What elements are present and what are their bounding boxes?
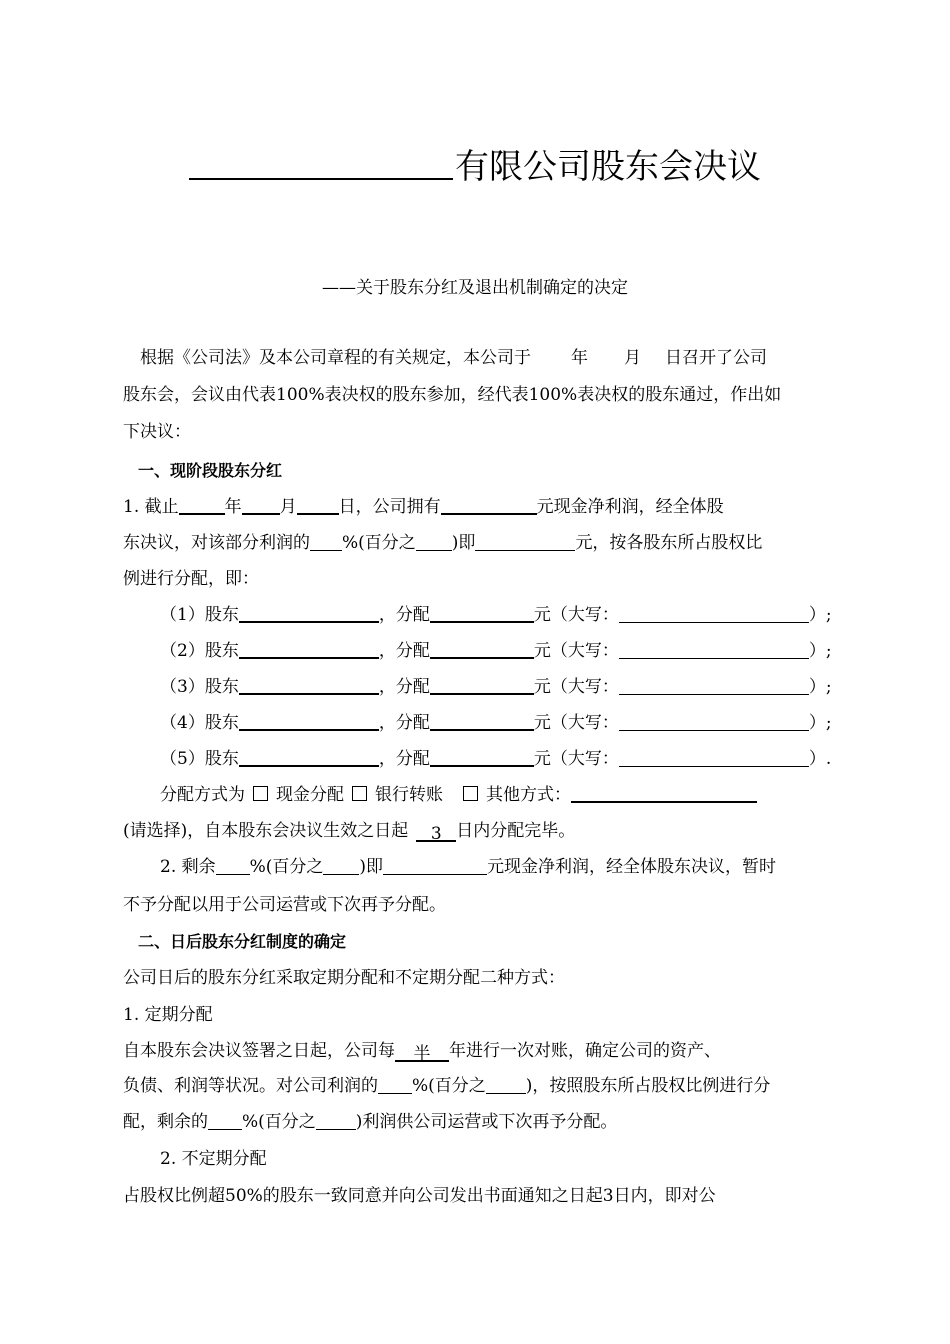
percent-close: )即	[451, 533, 476, 553]
capital-amount-blank[interactable]	[619, 674, 809, 695]
shareholder-label: （5）股东	[160, 749, 239, 769]
section1-item1-line2	[123, 529, 762, 557]
shareholder-row	[160, 637, 832, 665]
intro-line-1	[140, 344, 767, 372]
remaining-percent-blank[interactable]	[216, 854, 250, 875]
percent-label: %(百分之	[249, 857, 324, 877]
capital-amount-blank[interactable]	[619, 746, 809, 767]
percent-words-blank[interactable]	[486, 1073, 526, 1094]
day-blank[interactable]	[297, 493, 339, 515]
distribution-method-line	[160, 781, 757, 809]
shareholder-name-blank[interactable]	[239, 637, 379, 659]
capital-amount-blank[interactable]	[619, 602, 809, 623]
select-note: (请选择)，自本股东会决议生效之日起	[123, 821, 409, 841]
other-method-checkbox[interactable]	[463, 786, 478, 801]
cash-checkbox[interactable]	[253, 786, 268, 801]
intro-line-2: 股东会，会议由代表100%表决权的股东参加，经代表100%表决权的股东通过，作出如	[123, 385, 782, 405]
section2-heading: 二、日后股东分红制度的确定	[138, 932, 347, 951]
alloc-amount-blank[interactable]	[430, 637, 534, 659]
percent-words-blank[interactable]	[416, 530, 452, 551]
select-note-line	[123, 817, 575, 845]
yuan-label: 元（大写：	[533, 605, 619, 625]
shareholder-name-blank[interactable]	[239, 745, 379, 767]
row-end: ）.	[808, 749, 832, 769]
month-label: 月	[624, 348, 641, 368]
section1-heading: 一、现阶段股东分红	[138, 461, 283, 480]
alloc-amount-blank[interactable]	[430, 601, 534, 623]
alloc-label: ，分配	[378, 605, 430, 625]
item1-label: 1. 截止	[123, 497, 179, 517]
method-label: 分配方式为	[160, 785, 245, 805]
section2-sub2: 2. 不定期分配	[160, 1149, 267, 1169]
remaining-amount-blank[interactable]	[383, 854, 487, 875]
shareholder-name-blank[interactable]	[239, 673, 379, 695]
alloc-label: ，分配	[378, 713, 430, 733]
company-name-blank[interactable]	[189, 142, 453, 180]
percent-words-blank[interactable]	[316, 1109, 356, 1130]
document-subtitle: ——关于股东分红及退出机制确定的决定	[322, 278, 628, 298]
row-end: ）;	[808, 677, 832, 697]
year-blank[interactable]	[179, 493, 225, 515]
shareholder-name-blank[interactable]	[239, 601, 379, 623]
section2-p4: 占股权比例超50%的股东一致同意并向公司发出书面通知之日起3日内，即对公	[123, 1186, 716, 1206]
yuan-label: 元（大写：	[533, 641, 619, 661]
intro-line-3: 下决议：	[123, 422, 191, 442]
cash-label: 现金分配	[276, 785, 344, 805]
section1-item1-line3: 例进行分配，即：	[123, 569, 259, 589]
p1-text-end: 年进行一次对账，确定公司的资产、	[449, 1041, 721, 1061]
remaining-percent-blank[interactable]	[208, 1109, 242, 1130]
title-text: 有限公司股东会决议	[455, 147, 761, 187]
percent-words-blank[interactable]	[323, 854, 359, 875]
alloc-label: ，分配	[378, 677, 430, 697]
day-label: 日，公司拥有	[338, 497, 441, 517]
year-label: 年	[571, 348, 588, 368]
days-suffix: 日内分配完毕。	[456, 821, 576, 841]
percent-label: %(百分之	[342, 533, 416, 553]
alloc-label: ，分配	[378, 641, 430, 661]
net-profit-blank[interactable]	[441, 493, 537, 515]
line2-text: 东决议，对该部分利润的	[123, 533, 310, 553]
p2-text-end: )，按照股东所占股权比例进行分	[525, 1076, 771, 1096]
other-method-blank[interactable]	[571, 781, 757, 803]
p1-text: 自本股东会决议签署之日起，公司每	[123, 1041, 395, 1061]
section2-sub1: 1. 定期分配	[123, 1005, 213, 1025]
year-label: 年	[224, 497, 242, 517]
shareholder-label: （4）股东	[160, 713, 239, 733]
alloc-amount-blank[interactable]	[430, 673, 534, 695]
section1-item2-line2: 不予分配以用于公司运营或下次再予分配。	[123, 895, 446, 915]
section2-intro: 公司日后的股东分红采取定期分配和不定期分配二种方式：	[123, 968, 565, 988]
item2-text: 元现金净利润，经全体股东决议，暂时	[487, 857, 777, 877]
row-end: ）;	[808, 713, 832, 733]
shareholder-label: （3）股东	[160, 677, 239, 697]
profit-percent-blank[interactable]	[378, 1073, 412, 1094]
shareholder-row	[160, 745, 831, 773]
p3-text-end: )利润供公司运营或下次再予分配。	[355, 1112, 618, 1132]
shareholder-row	[160, 709, 832, 737]
section1-item1-line1	[123, 493, 724, 521]
percent-label: %(百分之	[412, 1076, 486, 1096]
percent-blank[interactable]	[310, 530, 342, 551]
section2-p3	[123, 1108, 617, 1136]
alloc-label: ，分配	[378, 749, 430, 769]
p2-text: 负债、利润等状况。对公司利润的	[123, 1076, 378, 1096]
capital-amount-blank[interactable]	[619, 710, 809, 731]
shareholder-name-blank[interactable]	[239, 709, 379, 731]
item1-text: 元现金净利润，经全体股	[536, 497, 724, 517]
row-end: ）;	[808, 605, 832, 625]
shareholder-row	[160, 673, 832, 701]
shareholder-label: （2）股东	[160, 641, 239, 661]
percent-close: )即	[359, 857, 384, 877]
yuan-label: 元（大写：	[533, 677, 619, 697]
month-label: 月	[279, 497, 297, 517]
line2-text-end: 元，按各股东所占股权比	[575, 533, 763, 553]
yuan-label: 元（大写：	[533, 749, 619, 769]
days-field[interactable]: 3	[416, 820, 456, 842]
amount-blank[interactable]	[475, 530, 575, 551]
section2-p1	[123, 1037, 721, 1065]
row-end: ）;	[808, 641, 832, 661]
other-method-label: 其他方式：	[486, 785, 571, 805]
p3-text: 配，剩余的	[123, 1112, 208, 1132]
bank-transfer-checkbox[interactable]	[352, 786, 367, 801]
yuan-label: 元（大写：	[533, 713, 619, 733]
month-blank[interactable]	[242, 493, 280, 515]
capital-amount-blank[interactable]	[619, 638, 809, 659]
bank-transfer-label: 银行转账	[375, 785, 443, 805]
intro-text-end: 日召开了公司	[665, 348, 767, 368]
section1-item2-line1	[160, 853, 776, 881]
alloc-amount-blank[interactable]	[430, 745, 534, 767]
section2-p2	[123, 1072, 770, 1100]
shareholder-label: （1）股东	[160, 605, 239, 625]
intro-text: 根据《公司法》及本公司章程的有关规定，本公司于	[140, 348, 531, 368]
shareholder-row	[160, 601, 832, 629]
alloc-amount-blank[interactable]	[430, 709, 534, 731]
period-field[interactable]: 半	[395, 1040, 449, 1062]
percent-label: %(百分之	[242, 1112, 316, 1132]
document-title	[0, 142, 950, 192]
item2-label: 2. 剩余	[160, 857, 216, 877]
